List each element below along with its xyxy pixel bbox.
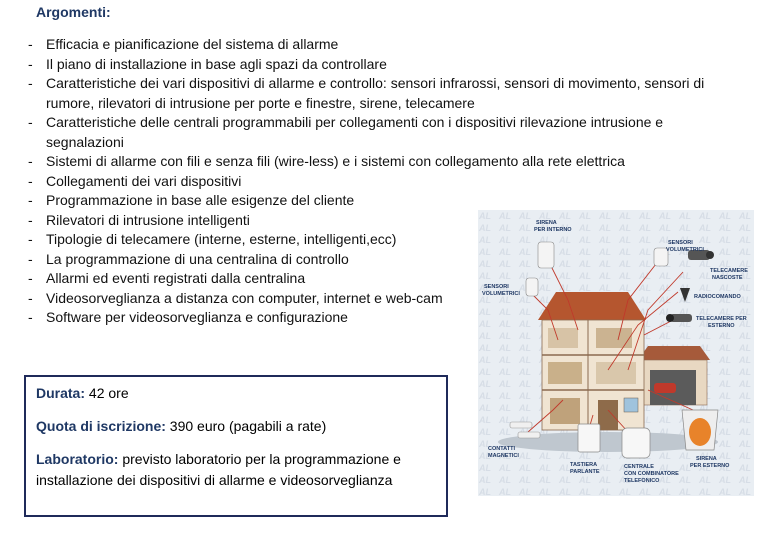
label-indoor-siren: SIRENA xyxy=(536,220,557,226)
fee-line: Quota di iscrizione: 390 euro (pagabili a rate) xyxy=(36,418,327,434)
label-outdoor-cameras: TELECAMERE PER xyxy=(696,316,747,322)
label-hidden-cameras: TELECAMERE xyxy=(710,268,748,274)
label-control-panel-2: CON COMBINATORE xyxy=(624,471,679,477)
indoor-siren-icon xyxy=(538,242,554,268)
list-item: - Rilevatori di intrusione intelligenti xyxy=(28,211,250,228)
label-volumetric-right-2: VOLUMETRICI xyxy=(666,247,704,253)
label-control-panel-3: TELEFONICO xyxy=(624,478,660,484)
volumetric-sensor-icon xyxy=(526,278,538,296)
label-volumetric-left: SENSORI xyxy=(484,284,509,290)
list-item: - Tipologie di telecamere (interne, esterne, intelligenti,ecc) xyxy=(28,231,397,247)
course-info-box xyxy=(24,375,448,517)
list-item: - Il piano di installazione in base agli spazi da controllare xyxy=(28,55,387,72)
label-keypad: TASTIERA xyxy=(570,462,598,468)
list-item: - Software per videosorveglianza e configurazione xyxy=(28,309,348,325)
label-magnetic-contacts: CONTATTI xyxy=(488,446,515,452)
control-panel-icon xyxy=(622,428,650,458)
label-volumetric-right: SENSORI xyxy=(668,240,693,246)
keypad-icon xyxy=(578,424,600,452)
label-remote-control: RADIOCOMANDO xyxy=(694,294,741,300)
label-volumetric-left-2: VOLUMETRICI xyxy=(482,291,520,297)
garage-icon xyxy=(638,346,710,405)
label-outdoor-siren-2: PER ESTERNO xyxy=(690,463,730,469)
alarm-system-illustration xyxy=(478,210,754,496)
label-keypad-2: PARLANTE xyxy=(570,469,600,475)
outdoor-camera-icon xyxy=(666,314,692,322)
label-indoor-siren-2: PER INTERNO xyxy=(534,227,572,233)
label-outdoor-cameras-2: ESTERNO xyxy=(708,323,735,329)
lab-line: Laboratorio: previsto laboratorio per la programmazione e installazione dei dispositivi di allarme e videosorveglianza xyxy=(36,451,401,488)
label-magnetic-contacts-2: MAGNETICI xyxy=(488,453,519,459)
label-hidden-cameras-2: NASCOSTE xyxy=(712,275,743,281)
section-heading: Argomenti: xyxy=(36,4,111,20)
list-item: - Efficacia e pianificazione del sistema di allarme xyxy=(28,36,339,52)
outdoor-siren-icon xyxy=(682,410,718,450)
list-item: - Allarmi ed eventi registrati dalla centralina xyxy=(28,270,306,286)
list-item: - La programmazione di una centralina di controllo xyxy=(28,250,349,267)
list-item: - Sistemi di allarme con fili e senza fili (wire-less) e i sistemi con collegamento alla rete elettrica xyxy=(28,153,625,169)
label-control-panel: CENTRALE xyxy=(624,464,654,470)
list-item: - Caratteristiche delle centrali programmabili per collegamenti con i dispositivi rilevazione intrusione e segnalazioni xyxy=(28,114,664,150)
list-item: - Caratteristiche dei vari dispositivi di allarme e controllo: sensori infrarossi, sensori di movimento, sensori di rumore, rilevatori di intrusione per porte e finestre, sirene, telecamere xyxy=(28,75,705,111)
label-outdoor-siren: SIRENA xyxy=(696,456,717,462)
duration-line: Durata: 42 ore xyxy=(36,385,129,401)
list-item: - Videosorveglianza a distanza con computer, internet e web-cam xyxy=(28,289,443,306)
list-item: - Collegamenti dei vari dispositivi xyxy=(28,172,242,189)
list-item: - Programmazione in base alle esigenze del cliente xyxy=(28,192,355,208)
